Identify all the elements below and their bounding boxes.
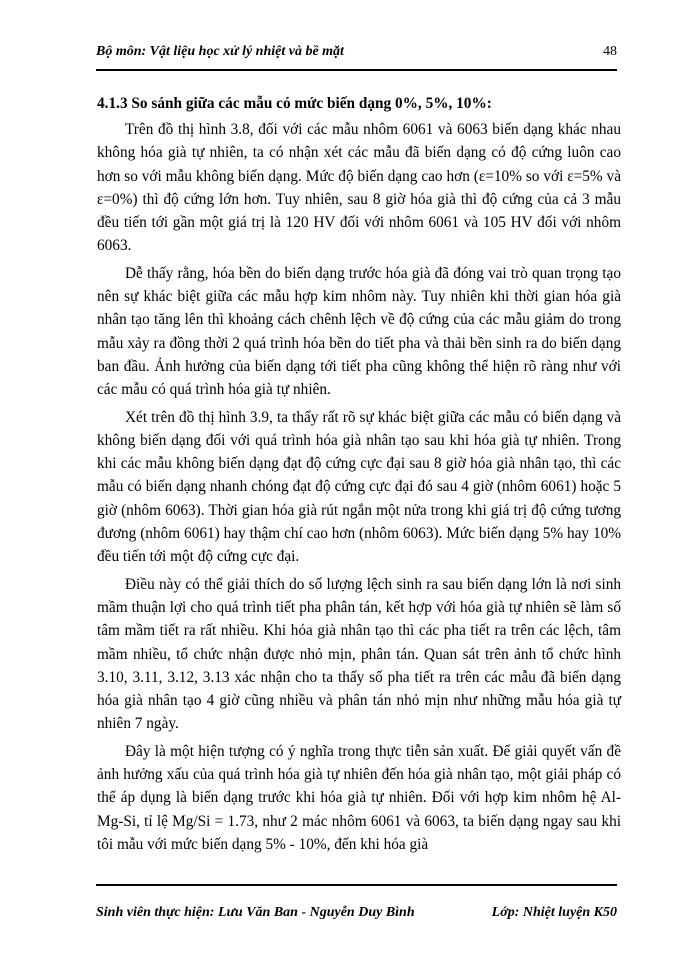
paragraph: Trên đồ thị hình 3.8, đối với các mẫu nhôm 6061 và 6063 biến dạng khác nhau không hóa già tự nhiên, ta có nhận xét các mẫu đã biến dạng có độ cứng luôn cao hơn so với mẫu không biến dạng. Mức độ biến dạng cao hơn (ε=10% so với ε=5% và ε=0%) thì độ cứng lớn hơn. Tuy nhiên, sau 8 giờ hóa già thì độ cứng của cả 3 mẫu đều tiến tới gần một giá trị là 120 HV đối với nhôm 6061 và 105 HV đối với nhôm 6063. <box>97 121 621 255</box>
department-title: Bộ môn: Vật liệu học xử lý nhiệt và bề mặt <box>96 44 344 59</box>
page-header <box>96 44 617 68</box>
paragraph: Điều này có thể giải thích do số lượng lệch sinh ra sau biến dạng lớn là nơi sinh mầm thuận lợi cho quá trình tiết pha phân tán, kết hợp với hóa già tự nhiên sẽ làm số tâm mầm tiết ra rất nhiều. Khi hóa già nhân tạo thì các pha tiết ra trên các lệch, tâm mầm nhiều, tổ chức nhận được nhỏ mịn, phân tán. Quan sát trên ảnh tổ chức hình 3.10, 3.11, 3.12, 3.13 xác nhận cho ta thấy số pha tiết ra trên các mẫu đã biến dạng hóa già nhân tạo 4 giờ cũng nhiều và phân tán nhỏ mịn như những mẫu hóa già tự nhiên 7 ngày. <box>97 575 621 733</box>
paragraph: Đây là một hiện tượng có ý nghĩa trong thực tiễn sản xuất. Để giải quyết vấn đề ảnh hưởng xấu của quá trình hóa già tự nhiên đến hóa già nhân tạo, một giải pháp có thể áp dụng là biến dạng trước khi hóa già tự nhiên. Đối với hợp kim nhôm hệ Al-Mg-Si, tỉ lệ Mg/Si = 1.73, như 2 mác nhôm 6061 và 6063, ta biến dạng ngay sau khi tôi mẫu với mức biến dạng 5% - 10%, đến khi hóa già <box>97 742 621 853</box>
section-heading: 4.1.3 So sánh giữa các mẫu có mức biến dạng 0%, 5%, 10%: <box>97 95 492 112</box>
paragraph: Xét trên đồ thị hình 3.9, ta thấy rất rõ sự khác biệt giữa các mẫu có biến dạng và không biến dạng đối với quá trình hóa già nhân tạo sau khi hóa già tự nhiên. Trong khi các mẫu không biến dạng đạt độ cứng cực đại sau 8 giờ hóa già nhân tạo, thì các mẫu có biến dạng nhanh chóng đạt độ cứng cực đại đó sau 4 giờ (nhôm 6061) hoặc 5 giờ (nhôm 6063). Thời gian hóa già rút ngắn một nửa trong khi giá trị độ cứng tương đương (nhôm 6061) hay thậm chí cao hơn (nhôm 6063). Mức biến dạng 5% hay 10% đều tiến tới một độ cứng cực đại. <box>97 408 621 566</box>
footer-divider <box>96 884 617 886</box>
header-divider <box>96 69 617 71</box>
page-number: 48 <box>603 44 617 59</box>
page-body <box>97 92 621 860</box>
page-footer <box>96 905 617 929</box>
student-names: Sinh viên thực hiện: Lưu Văn Ban - Nguyễn Duy Bình <box>96 905 415 920</box>
paragraph: Dễ thấy rằng, hóa bền do biến dạng trước hóa già đã đóng vai trò quan trọng tạo nên sự khác biệt giữa các mẫu hợp kim nhôm này. Tuy nhiên khi thời gian hóa già nhân tạo tăng lên thì khoảng cách chênh lệch về độ cứng của các mẫu giảm do trong mẫu xảy ra đồng thời 2 quá trình hóa bền do tiết pha và thải bền sinh ra do biến dạng ban đầu. Ảnh hưởng của biến dạng tới tiết pha cũng không thể hiện rõ ràng như với các mẫu có quá trình hóa già tự nhiên. <box>97 264 621 399</box>
class-name: Lớp: Nhiệt luyện K50 <box>491 905 617 920</box>
